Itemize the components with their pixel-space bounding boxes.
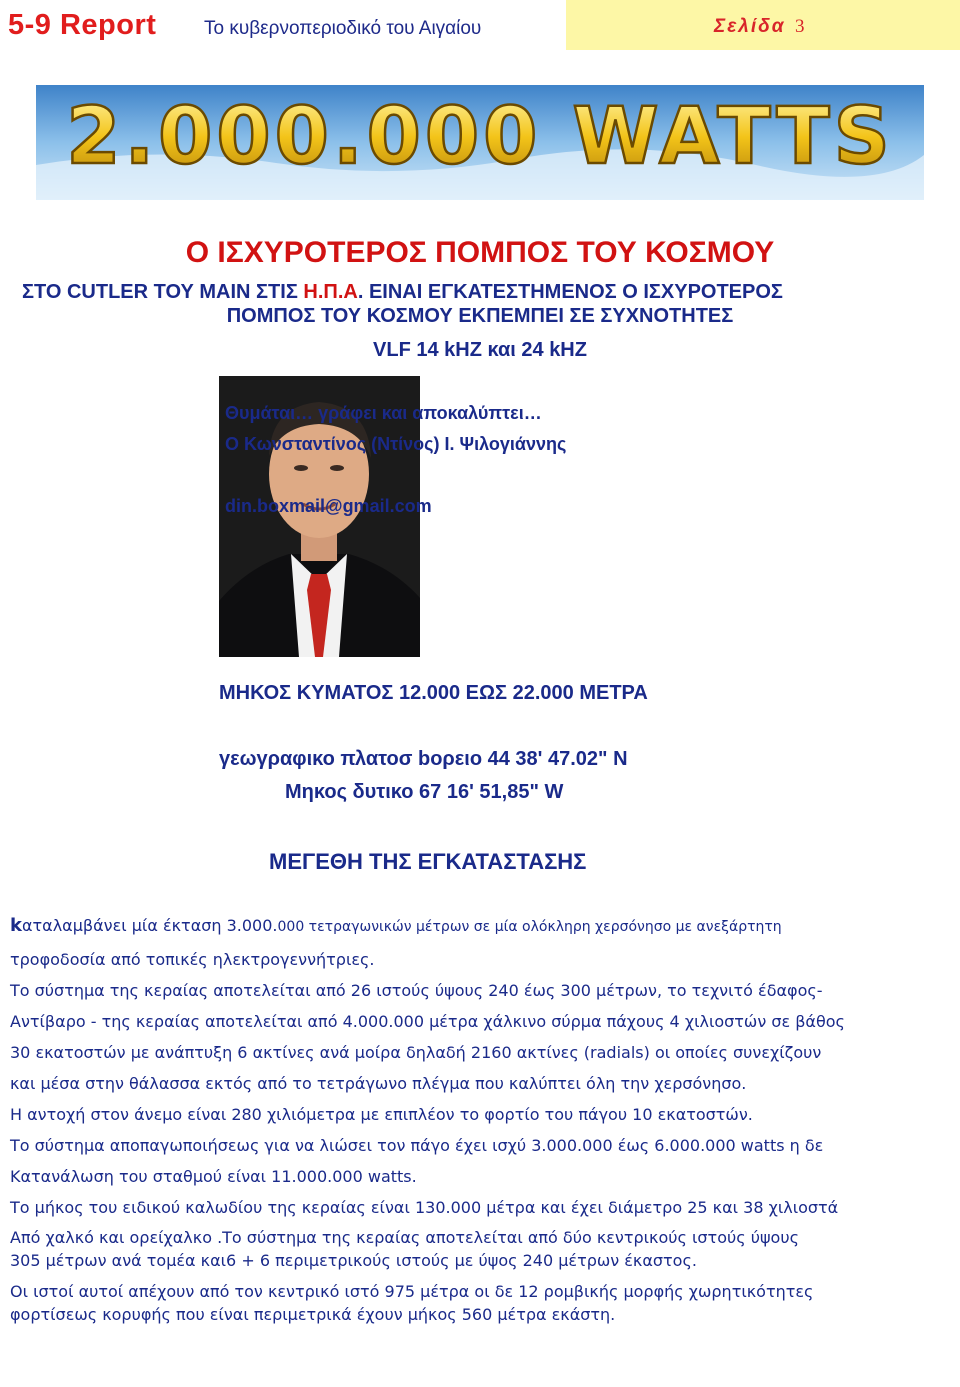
byline-author: Ο Κωνσταντίνος (Ντίνος) Ι. Ψιλογιάννης	[225, 434, 567, 454]
brand-area	[0, 0, 566, 50]
author-email[interactable]: din.boxmail@gmail.com	[225, 496, 432, 516]
page-number: 3	[795, 16, 805, 37]
brand-title: 5-9 Report	[8, 9, 157, 41]
longitude-line: Μηκος δυτικο 67 16' 51,85" W	[285, 781, 564, 803]
wavelength-line: ΜΗΚΟΣ ΚΥΜΑΤΟΣ 12.000 ΕΩΣ 22.000 ΜΕΤΡΑ	[219, 682, 648, 704]
body-line: Το σύστημα αποπαγωποιήσεως για να λιώσει τον πάγο έχει ισχύ 3.000.000 έως 6.000.000 watts η δε	[10, 1136, 824, 1155]
body-line: Η αντοχή στον άνεμο είναι 280 χιλιόμετρα με επιπλέον το φορτίο του πάγου 10 εκατοστών.	[10, 1105, 753, 1124]
body-line: Από χαλκό και ορείχαλκο .Το σύστημα της κεραίας αποτελείται από δύο κεντρικούς ιστούς ύψους	[10, 1228, 799, 1247]
intro-text-b: 000 τετραγωνικών μέτρων σε μία ολόκληρη χερσόνησο με ανεξάρτητη	[277, 919, 782, 935]
subtitle-line-1-a: ΣΤΟ CUTLER ΤΟΥ ΜΑΙΝ ΣΤΙΣ	[22, 281, 304, 303]
body-line: και μέσα στην θάλασσα εκτός από το τετράγωνο πλέγμα που καλύπτει όλη την χερσόνησο.	[10, 1074, 747, 1093]
body-line: φορτίσεως κορυφής που είναι περιμετρικά έχουν μήκος 560 μέτρα εκάστη.	[10, 1305, 616, 1324]
body-line: Το μήκος του ειδικού καλωδίου της κεραίας είναι 130.000 μέτρα και έχει διάμετρο 25 και 38 χιλιοστά	[10, 1198, 839, 1217]
body-line: τροφοδοσία από τοπικές ηλεκτρογεννήτριες.	[10, 950, 375, 969]
body-intro-line	[10, 915, 782, 936]
watts-banner	[36, 85, 924, 200]
sizes-heading: ΜΕΓΕΘΗ ΤΗΣ ΕΓΚΑΤΑΣΤΑΣΗΣ	[269, 849, 587, 874]
body-line: Το σύστημα της κεραίας αποτελείται από 26 ιστούς ύψους 240 έως 300 μέτρων, το τεχνιτό έδαφος-	[10, 981, 823, 1000]
page-header	[0, 0, 960, 50]
body-line: Οι ιστοί αυτοί απέχουν από τον κεντρικό ιστό 975 μέτρα οι δε 12 ρομβικής μορφής χωρητικότητες	[10, 1282, 814, 1301]
body-line: Κατανάλωση του σταθμού είναι 11.000.000 watts.	[10, 1167, 417, 1186]
brand-subtitle: Το κυβερνοπεριοδικό του Αιγαίου	[204, 18, 482, 39]
subtitle-line-2: ΠΟΜΠΟΣ ΤΟΥ ΚΟΣΜΟΥ ΕΚΠΕΜΠΕΙ ΣΕ ΣΥΧΝΟΤΗΤΕΣ	[226, 305, 734, 327]
subtitle-line-1-usa: Η.Π.Α	[303, 281, 358, 303]
body-line: Αντίβαρο - της κεραίας αποτελείται από 4.000.000 μέτρα χάλκινο σύρμα πάχους 4 χιλιοστών σε βάθος	[10, 1012, 845, 1031]
subtitle-line-1	[22, 281, 783, 304]
latitude-line: γεωγραφικο πλατοσ bορειο 44 38' 47.02" N	[219, 748, 628, 770]
body-line: 305 μέτρων ανά τομέα και6 + 6 περιμετρικούς ιστούς με ύψος 240 μέτρων έκαστος.	[10, 1251, 697, 1270]
byline-intro: Θυμάται… γράφει και αποκαλύπτει…	[225, 403, 542, 423]
banner-text: 2.000.000 WATTS	[66, 92, 894, 182]
photo-eye-left	[294, 465, 308, 471]
intro-dropcap: k	[10, 915, 22, 936]
subtitle-line-1-b: . ΕΙΝΑΙ ΕΓΚΑΤΕΣΤΗΜΕΝΟΣ Ο ΙΣΧΥΡΟΤΕΡΟΣ	[357, 281, 783, 303]
intro-text-a: αταλαμβάνει μία έκταση 3.000.	[21, 916, 278, 935]
body-line: 30 εκατοστών με ανάπτυξη 6 ακτίνες ανά μοίρα δηλαδή 2160 ακτίνες (radials) οι οποίες συνεχίζουν	[10, 1043, 822, 1062]
subtitle-line-3: VLF 14 kHZ και 24 kHZ	[373, 339, 587, 361]
photo-eye-right	[330, 465, 344, 471]
main-title: Ο ΙΣΧΥΡΟΤΕΡΟΣ ΠΟΜΠΟΣ ΤΟΥ ΚΟΣΜΟΥ	[185, 236, 775, 269]
page-label: Σελίδα	[714, 16, 786, 37]
